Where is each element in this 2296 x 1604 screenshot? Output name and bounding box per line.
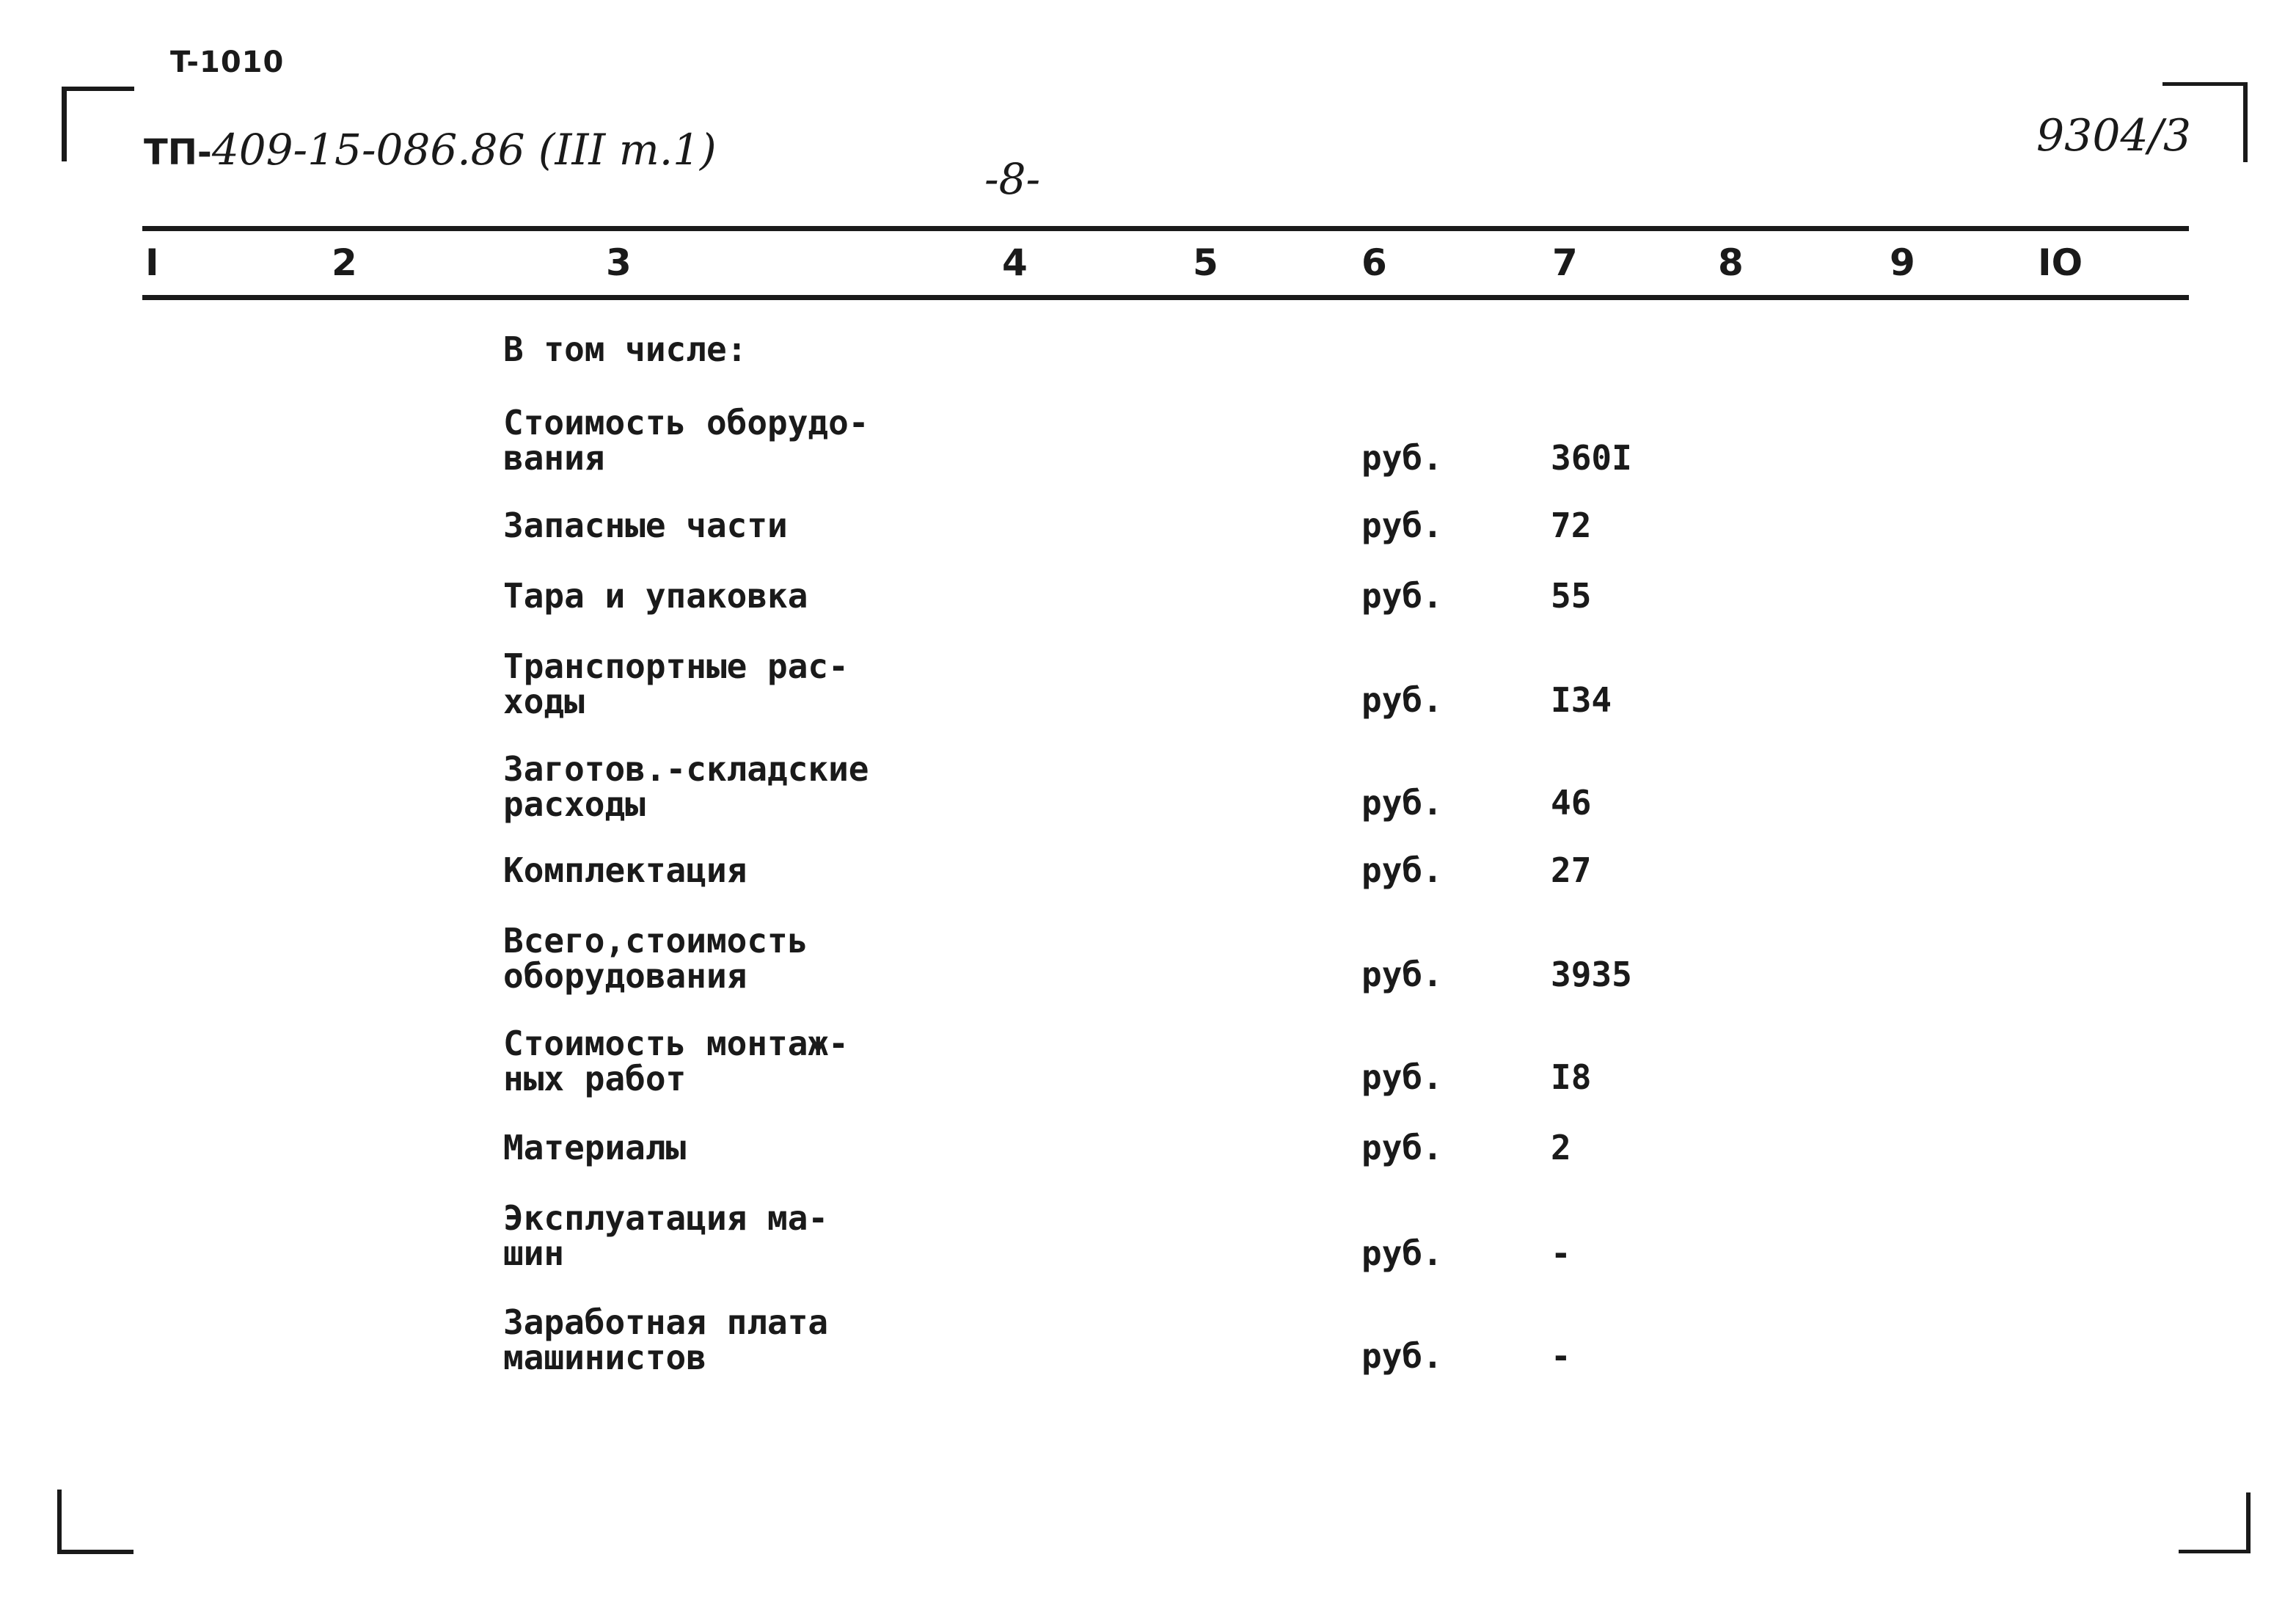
column-header-3: 3 (606, 241, 632, 284)
table-row-unit: руб. (1361, 438, 1443, 478)
table-row-value: I8 (1551, 1057, 1592, 1097)
column-header-9: 9 (1890, 241, 1915, 284)
column-header-7: 7 (1552, 241, 1578, 284)
project-reference-prefix: ТП- (144, 132, 212, 173)
column-header-1: I (145, 241, 159, 284)
table-row-value: 27 (1551, 850, 1592, 890)
table-row-value: I34 (1551, 680, 1612, 720)
column-header-2: 2 (332, 241, 357, 284)
table-row-unit: руб. (1361, 680, 1443, 720)
table-row-label: Комплектация (503, 850, 747, 890)
table-row-unit: руб. (1361, 576, 1443, 616)
table-row-label: Материалы (503, 1128, 687, 1167)
table-row-value: - (1551, 1336, 1571, 1376)
table-row-value: 46 (1551, 783, 1592, 823)
table-row-value: - (1551, 1233, 1571, 1273)
table-row-label: Эксплуатация ма- шин (503, 1198, 829, 1273)
table-row-label: Тара и упаковка (503, 576, 808, 616)
table-row-label: Запасные части (503, 506, 788, 545)
table-row-unit: руб. (1361, 506, 1443, 545)
table-row-unit: руб. (1361, 783, 1443, 823)
table-row-unit: руб. (1361, 1057, 1443, 1097)
sheet-reference: 9304/3 (2036, 110, 2192, 161)
project-reference (144, 125, 717, 175)
column-header-10: IO (2038, 241, 2083, 284)
document-code: T-1010 (170, 45, 285, 79)
table-header-rule (142, 295, 2189, 300)
corner-mark-bottom-right (2179, 1492, 2251, 1553)
page-number: -8- (984, 154, 1041, 204)
table-row-label: Заготов.-складские расходы (503, 749, 869, 824)
table-row-unit: руб. (1361, 850, 1443, 890)
table-row-label: Транспортные рас- ходы (503, 646, 849, 721)
table-row-label: Заработная плата машинистов (503, 1302, 829, 1377)
table-intro: В том числе: (503, 329, 747, 369)
column-header-8: 8 (1718, 241, 1744, 284)
table-row-value: 360I (1551, 438, 1632, 478)
table-row-value: 72 (1551, 506, 1592, 545)
project-reference-number: 409-15-086.86 (ІІІ т.1) (211, 125, 717, 175)
table-top-rule (142, 226, 2189, 231)
table-row-unit: руб. (1361, 1336, 1443, 1376)
table-row-unit: руб. (1361, 1233, 1443, 1273)
table-row-value: 55 (1551, 576, 1592, 616)
column-header-4: 4 (1002, 241, 1028, 284)
table-row-label: Стоимость оборудо- вания (503, 403, 869, 478)
table-row-unit: руб. (1361, 955, 1443, 994)
table-row-value: 2 (1551, 1128, 1571, 1167)
table-row-value: 3935 (1551, 955, 1632, 994)
column-header-5: 5 (1193, 241, 1218, 284)
table-row-label: Стоимость монтаж- ных работ (503, 1024, 849, 1098)
table-row-label: Всего,стоимость оборудования (503, 921, 808, 996)
column-header-6: 6 (1361, 241, 1387, 284)
corner-mark-bottom-left (57, 1490, 134, 1554)
corner-mark-top-left (62, 87, 134, 161)
table-row-unit: руб. (1361, 1128, 1443, 1167)
